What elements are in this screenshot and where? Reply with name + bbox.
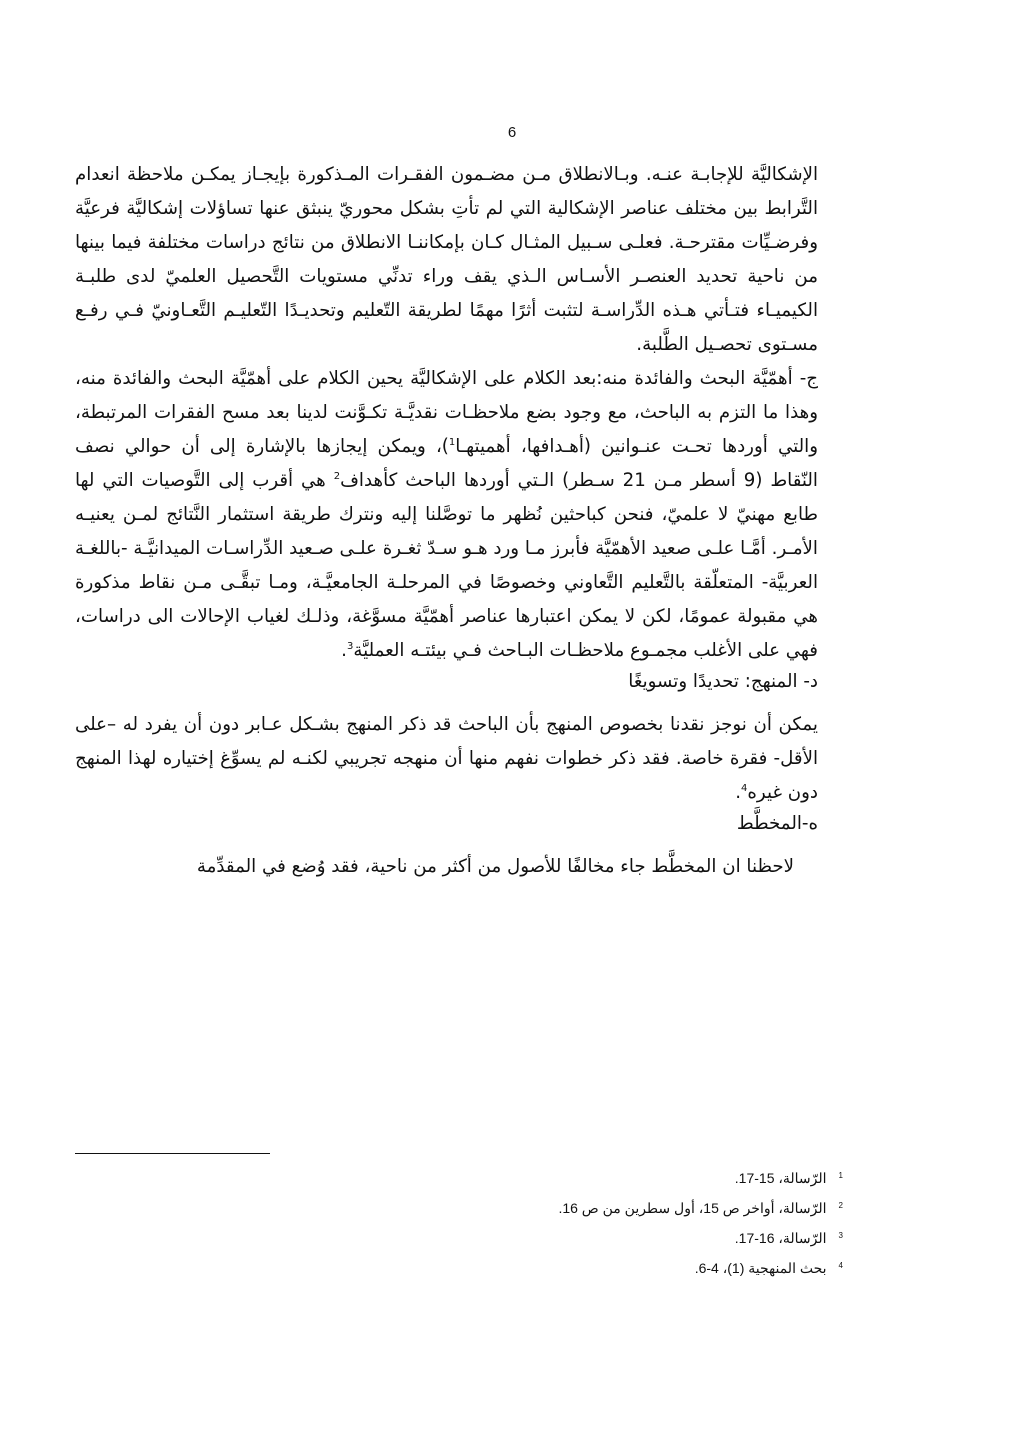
main-text-block <box>75 158 818 884</box>
paragraph-importance <box>75 362 818 668</box>
footnotes-list <box>75 1162 843 1282</box>
section-d-heading: د- المنهج: تحديدًا وتسويغًا <box>628 671 818 692</box>
footnote-item <box>75 1162 843 1192</box>
section-c-heading: ج- أهمّيَّة البحث والفائدة منه: <box>596 368 818 389</box>
section-d-text-end: . <box>735 782 742 803</box>
footnote-item <box>75 1222 843 1252</box>
footnote-text: الرّسالة، 15-17. <box>734 1170 827 1186</box>
footnote-number: 1 <box>838 1171 843 1180</box>
footnote-text: بحث المنهجية (1)، 4-6. <box>694 1260 827 1276</box>
section-e-heading: ه-المخطَّط <box>736 813 818 834</box>
section-c-text-part3: هي أقرب إلى التَّوصيات التي لها طابع مهنيّ لا علميّ، فنحن كباحثين نُظهر ما توصَّلنا إليه ونترك طريقة استثمار النَّتائج لمـن يعنيـه الأمـر. أمَّـا علـى صعيد الأهمّيَّة فأبرز مـا ورد هـو سـدّ ثغـرة علـى صـعيد الدِّراسـات الميدانيَّـة -باللغـة العربيَّة- المتعلّقة بالتَّعليم التَّعاوني وخصوصًا في المرحلـة الجامعيَّـة، ومـا تبقَّـى مـن نقاط مذكورة هي مقبولة عمومًا، لكن لا يمكن اعتبارها عناصر أهمّيَّة مسوَّغة، وذلـك لغياب الإحالات الى دراسات، فهي على الأغلب مجمـوع ملاحظـات البـاحث فـي بيئتـه العمليَّة <box>75 470 818 661</box>
section-c-text-part1: بعد الكلام على الإشكاليَّة يحين الكلام على أهمّيَّة البحث والفائدة منه، وهذا ما التزم به الباحث، مع وجود بضع ملاحظـات نقديَّـة تكـوَّنت لدينا بعد مسح الفقرات المرتبطة، والتي أوردها تحـت عنـوانين (أهـدافها، أهميتهـا <box>75 368 818 457</box>
section-d-text: يمكن أن نوجز نقدنا بخصوص المنهج بأن الباحث قد ذكر المنهج بشـكل عـابر دون أن يفرد له –على الأقل- فقرة خاصة. فقد ذكر خطوات نفهم منها أن منهجه تجريبي لكنـه لم يسوِّغ إختياره لهذا المنهج دون غيره <box>75 714 818 803</box>
footnote-number: 3 <box>838 1231 843 1240</box>
footnote-number: 2 <box>838 1201 843 1210</box>
footnote-ref-2[interactable]: 2 <box>333 470 341 482</box>
footnote-ref-3[interactable]: 3 <box>346 640 354 652</box>
footnote-text: الرّسالة، أواخر ص 15، أول سطرين من ص 16. <box>558 1200 827 1216</box>
footnote-ref-4[interactable]: 4 <box>741 782 748 794</box>
footnote-item <box>75 1252 843 1282</box>
paragraph-plan: لاحظنا ان المخطَّط جاء مخالفًا للأصول من أكثر من ناحية، فقد وُضع في المقدِّمة <box>196 856 794 877</box>
paragraph-problem-continuation: الإشكاليَّة للإجابـة عنـه. وبـالانطلاق مـن مضـمون الفقـرات المـذكورة بإيجـاز يمكـن ملاحظة انعدام التَّرابط بين مختلف عناصر الإشكالية التي لم تأتِ بشكل محوريّ ينبثق عنها تساؤلات إشكاليَّة فرعيَّة وفرضـيِّات مقترحـة. فعلـى سـبيل المثـال كـان بإمكاننـا الانطلاق من نتائج دراسات مختلفة فيما بينها من ناحية تحديد العنصـر الأسـاس الـذي يقف وراء تدنِّي مستويات التَّحصيل العلميّ لدى طلبـة الكيميـاء فتـأتي هـذه الدِّراسـة لتثبت أثرًا مهمًا لطريقة التّعليم وتحديـدًا التّعليـم التَّعـاونيّ فـي رفـع مسـتوى تحصـيل الطَّلبة. <box>75 164 818 355</box>
footnote-separator <box>75 1153 270 1154</box>
footnote-item <box>75 1192 843 1222</box>
section-c-text-part2: )، ويمكن إيجازها بالإشارة إلى أن حوالي نصف النّقاط (9 أسطر مـن 21 سـطر) الـتي أوردها الباحث كأهداف <box>75 436 818 491</box>
section-c-text-end: . <box>341 640 347 661</box>
footnote-ref-1[interactable]: 1 <box>448 436 456 448</box>
page-number: 6 <box>507 124 517 141</box>
footnote-text: الرّسالة، 16-17. <box>734 1230 827 1246</box>
paragraph-method <box>75 708 818 810</box>
footnote-number: 4 <box>838 1261 843 1270</box>
